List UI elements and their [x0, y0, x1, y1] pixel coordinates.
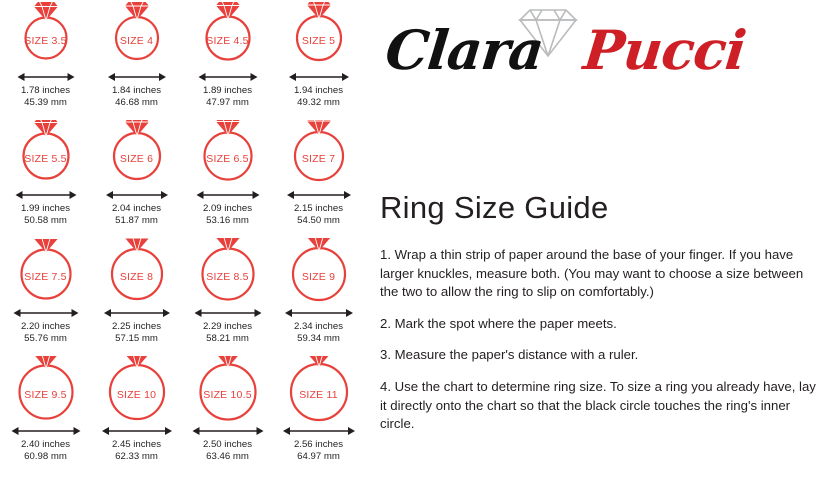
ring-size-cell[interactable]: [182, 236, 273, 354]
diameter-arrow-icon: [94, 70, 180, 84]
ring-size-label: SIZE 6.5: [206, 153, 249, 165]
ring-size-label: SIZE 9: [301, 271, 336, 283]
ring-illustration: [185, 2, 271, 70]
measurement-mm: 46.68 mm: [115, 96, 158, 108]
ring-illustration: [276, 120, 362, 188]
measurement-mm: 58.21 mm: [206, 332, 249, 344]
measurement-inches: 1.89 inches: [202, 85, 253, 96]
ring-size-cell[interactable]: [91, 236, 182, 354]
measurement-mm: 47.97 mm: [206, 96, 249, 108]
measurement-inches: 2.29 inches: [202, 321, 253, 332]
ring-illustration: [94, 238, 180, 306]
measurement-inches: 1.84 inches: [111, 85, 162, 96]
diameter-arrow-icon: [185, 424, 271, 438]
ring-size-label: SIZE 7: [301, 153, 336, 165]
diameter-arrow-icon: [94, 188, 180, 202]
measurement-inches: 2.04 inches: [111, 203, 162, 214]
ring-illustration: [185, 120, 271, 188]
measurement-mm: 64.97 mm: [297, 450, 340, 462]
measurement-inches: 2.40 inches: [20, 439, 71, 450]
ring-size-label: SIZE 7.5: [24, 271, 67, 283]
measurement-inches: 2.34 inches: [293, 321, 344, 332]
ring-illustration: [94, 356, 180, 424]
ring-illustration: [3, 238, 89, 306]
ring-size-label: SIZE 4: [119, 35, 154, 47]
diameter-arrow-icon: [185, 70, 271, 84]
ring-size-cell[interactable]: [91, 0, 182, 118]
instruction-step: 1. Wrap a thin strip of paper around the base of your finger. If you have larger knuckles, measure both. (You may want to choose a size between the two to allow the ring to slip on comfortably.): [380, 247, 804, 300]
brand-logo: [366, 0, 839, 112]
ring-size-cell[interactable]: [0, 236, 91, 354]
ring-illustration: [276, 2, 362, 70]
ring-size-label: SIZE 6: [119, 153, 154, 165]
ring-size-label: SIZE 10.5: [203, 389, 252, 401]
instruction-step: 3. Measure the paper's distance with a ruler.: [380, 347, 639, 363]
measurement-inches: 2.25 inches: [111, 321, 162, 332]
ring-size-label: SIZE 8.5: [206, 271, 249, 283]
ring-size-label: SIZE 3.5: [24, 35, 67, 47]
ring-illustration: [276, 356, 362, 424]
ring-size-chart: [0, 0, 366, 501]
ring-size-cell[interactable]: [273, 236, 364, 354]
measurement-mm: 59.34 mm: [297, 332, 340, 344]
ring-illustration: [3, 356, 89, 424]
measurement-inches: 2.56 inches: [293, 439, 344, 450]
ring-size-label: SIZE 9.5: [24, 389, 67, 401]
ring-size-cell[interactable]: [273, 354, 364, 472]
ring-size-cell[interactable]: [0, 0, 91, 118]
measurement-mm: 55.76 mm: [24, 332, 67, 344]
measurement-mm: 51.87 mm: [115, 214, 158, 226]
chart-row: [0, 354, 366, 472]
diameter-arrow-icon: [3, 70, 89, 84]
instruction-step: 2. Mark the spot where the paper meets.: [380, 315, 617, 331]
ring-illustration: [94, 120, 180, 188]
diameter-arrow-icon: [276, 306, 362, 320]
ring-size-label: SIZE 4.5: [206, 35, 249, 47]
measurement-mm: 54.50 mm: [297, 214, 340, 226]
chart-row: [0, 236, 366, 354]
instruction-list: [380, 246, 820, 447]
ring-size-cell[interactable]: [91, 354, 182, 472]
guide-panel: [366, 0, 839, 501]
ring-size-cell[interactable]: [273, 118, 364, 236]
measurement-inches: 2.09 inches: [202, 203, 253, 214]
ring-illustration: [185, 238, 271, 306]
ring-illustration: [94, 2, 180, 70]
diameter-arrow-icon: [3, 188, 89, 202]
measurement-mm: 53.16 mm: [206, 214, 249, 226]
diameter-arrow-icon: [3, 424, 89, 438]
ring-size-label: SIZE 10: [116, 389, 157, 401]
ring-size-cell[interactable]: [182, 0, 273, 118]
ring-size-label: SIZE 11: [299, 389, 338, 401]
ring-size-label: SIZE 5.5: [24, 153, 67, 165]
diameter-arrow-icon: [276, 70, 362, 84]
ring-size-cell[interactable]: [91, 118, 182, 236]
diameter-arrow-icon: [185, 188, 271, 202]
measurement-mm: 50.58 mm: [24, 214, 67, 226]
ring-illustration: [185, 356, 271, 424]
ring-size-cell[interactable]: [273, 0, 364, 118]
diameter-arrow-icon: [94, 306, 180, 320]
measurement-inches: 1.94 inches: [293, 85, 344, 96]
brand-name-second: Pucci: [580, 18, 749, 82]
measurement-mm: 60.98 mm: [24, 450, 67, 462]
ring-size-cell[interactable]: [182, 118, 273, 236]
diameter-arrow-icon: [185, 306, 271, 320]
measurement-inches: 1.99 inches: [20, 203, 71, 214]
instruction-step: 4. Use the chart to determine ring size. To size a ring you already have, lay it directly onto the chart so that the black circle touches the ring's inner circle.: [380, 378, 816, 432]
measurement-mm: 63.46 mm: [206, 450, 249, 462]
measurement-inches: 2.15 inches: [293, 203, 344, 214]
ring-illustration: [3, 2, 89, 70]
diameter-arrow-icon: [276, 424, 362, 438]
diameter-arrow-icon: [94, 424, 180, 438]
diameter-arrow-icon: [3, 306, 89, 320]
measurement-mm: 57.15 mm: [115, 332, 158, 344]
ring-size-cell[interactable]: [182, 354, 273, 472]
ring-size-label: SIZE 8: [119, 271, 154, 283]
measurement-inches: 2.20 inches: [20, 321, 71, 332]
measurement-mm: 45.39 mm: [24, 96, 67, 108]
measurement-mm: 62.33 mm: [115, 450, 158, 462]
diameter-arrow-icon: [276, 188, 362, 202]
brand-name-first: Clara: [382, 18, 547, 82]
measurement-inches: 1.78 inches: [20, 85, 71, 96]
measurement-inches: 2.50 inches: [202, 439, 253, 450]
chart-row: [0, 0, 366, 118]
ring-size-cell[interactable]: [0, 354, 91, 472]
measurement-inches: 2.45 inches: [111, 439, 162, 450]
measurement-mm: 49.32 mm: [297, 96, 340, 108]
chart-row: [0, 118, 366, 236]
ring-size-label: SIZE 5: [301, 35, 336, 47]
ring-illustration: [3, 120, 89, 188]
ring-size-cell[interactable]: [0, 118, 91, 236]
page-title: Ring Size Guide: [380, 190, 609, 225]
ring-illustration: [276, 238, 362, 306]
